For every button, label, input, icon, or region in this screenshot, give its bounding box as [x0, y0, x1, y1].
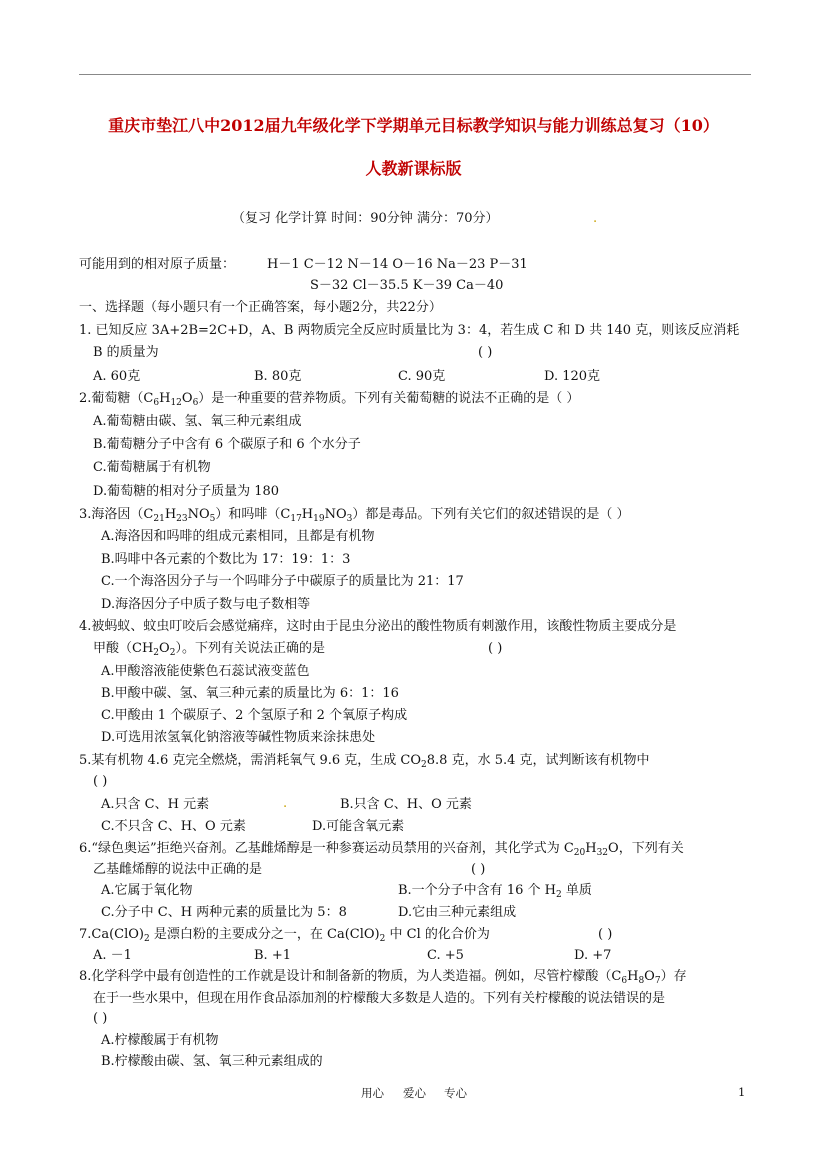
header-rule	[79, 74, 751, 75]
q5-option-c: C.不只含 C、H、O 元素	[101, 819, 246, 834]
q2-option-c: C.葡萄糖属于有机物	[93, 460, 211, 475]
q2-option-a: A.葡萄糖由碳、氢、氧三种元素组成	[93, 414, 302, 429]
q1-option-a: A. 60克	[93, 369, 141, 384]
q4-option-c: C.甲酸由 1 个碳原子、2 个氢原子和 2 个氧原子构成	[101, 708, 408, 723]
footer-text-3: 专心	[444, 1086, 467, 1100]
q7-option-c: C. +5	[427, 948, 464, 963]
q6-option-a: A.它属于氧化物	[101, 883, 193, 898]
q7-option-d: D. +7	[574, 948, 612, 963]
q8-option-b: B.柠檬酸由碳、氢、氧三种元素组成的	[101, 1054, 323, 1069]
page-number: 1	[738, 1085, 746, 1099]
q6-option-b: B.一个分子中含有 16 个 $H_2$ 单质	[398, 883, 592, 900]
q4-answer-paren: ( )	[488, 641, 503, 656]
exam-info: （复习 化学计算 时间：90分钟 满分：70分）	[232, 211, 499, 226]
q6-stem: 6.“绿色奥运”拒绝兴奋剂。乙基雌烯醇是一种参赛运动员禁用的兴奋剂，其化学式为 $C_{20}H_{32}O$，下列有关	[79, 841, 684, 858]
q3-stem: 3.海洛因$(C_{21}H_{23}NO_5)$和吗啡$(C_{17}H_{19}NO_3)$都是毒品。下列有关它们的叙述错误的是（ ）	[79, 507, 630, 524]
q4-stem: 4.被蚂蚁、蚊虫叮咬后会感觉痛痒，这时由于昆虫分泌出的酸性物质有刺激作用，该酸性物质主要成分是	[79, 619, 677, 634]
q3-option-b: B.吗啡中各元素的个数比为 17：19：1：3	[101, 552, 351, 567]
footer-text-1: 用心	[361, 1086, 384, 1100]
q6-option-c: C.分子中 C、H 两种元素的质量比为 5：8	[101, 905, 347, 920]
q6-stem-cont: 乙基雌烯醇的说法中正确的是	[93, 862, 263, 877]
q3-option-c: C.一个海洛因分子与一个吗啡分子中碳原子的质量比为 21：17	[101, 574, 464, 589]
q2-option-d: D.葡萄糖的相对分子质量为 180	[93, 484, 280, 499]
q8-stem: 8.化学科学中最有创造性的工作就是设计和制备新的物质，为人类造福。例如，尽管柠檬酸$(C_6H_8O_7)$存	[79, 969, 687, 986]
q2-stem: 2.葡萄糖$(C_6H_{12}O_6)$是一种重要的营养物质。下列有关葡萄糖的说法不正确的是（ ）	[79, 391, 580, 408]
q8-option-a: A.柠檬酸属于有机物	[101, 1033, 219, 1048]
q6-option-d: D.它由三种元素组成	[398, 905, 517, 920]
q3-option-d: D.海洛因分子中质子数与电子数相等	[101, 597, 311, 612]
q1-option-b: B. 80克	[254, 369, 302, 384]
q6-answer-paren: ( )	[471, 862, 486, 877]
q8-stem-cont: 在于一些水果中，但现在用作食品添加剂的柠檬酸大多数是人造的。下列有关柠檬酸的说法错误的是	[93, 991, 666, 1006]
q1-answer-paren: ( )	[478, 345, 493, 360]
q8-answer-paren: ( )	[93, 1011, 108, 1026]
q4-option-a: A.甲酸溶液能使紫色石蕊试液变蓝色	[101, 664, 310, 679]
q3-option-a: A.海洛因和吗啡的组成元素相同，且都是有机物	[101, 529, 375, 544]
q7-option-a: A. －1	[93, 948, 132, 963]
atomic-mass-label: 可能用到的相对原子质量：	[79, 257, 236, 272]
q7-answer-paren: ( )	[598, 927, 613, 942]
atomic-mass-row2: S－32 Cl－35.5 K－39 Ca－40	[310, 278, 504, 293]
q7-option-b: B. +1	[254, 948, 291, 963]
q4-option-d: D.可选用浓氢氧化钠溶液等碱性物质来涂抹患处	[101, 730, 376, 745]
document-subtitle: 人教新课标版	[365, 159, 462, 178]
q5-stem: 5.某有机物 4.6 克完全燃烧，需消耗氧气 9.6 克，生成 $CO_28.8$ 克，水 5.4 克，试判断该有机物中	[79, 753, 650, 770]
q1-option-c: C. 90克	[398, 369, 446, 384]
stray-dot: .	[283, 796, 288, 811]
q5-option-b: B.只含 C、H、O 元素	[340, 797, 472, 812]
footer-text-2: 爱心	[403, 1086, 426, 1100]
section-heading: 一、选择题（每小题只有一个正确答案，每小题2分，共22分）	[79, 300, 442, 315]
q5-answer-paren: ( )	[93, 774, 108, 789]
stray-dot: .	[593, 211, 598, 226]
q1-option-d: D. 120克	[544, 369, 601, 384]
document-title: 重庆市垫江八中2012届九年级化学下学期单元目标教学知识与能力训练总复习（10）	[108, 116, 719, 135]
q5-option-a: A.只含 C、H 元素	[101, 797, 210, 812]
atomic-mass-row1: H－1 C－12 N－14 O－16 Na－23 P－31	[267, 257, 528, 272]
q5-option-d: D.可能含氧元素	[312, 819, 405, 834]
q2-option-b: B.葡萄糖分子中含有 6 个碳原子和 6 个水分子	[93, 437, 361, 452]
q4-stem-cont: 甲酸$(CH_2O_2)$。下列有关说法正确的是	[93, 641, 325, 658]
q7-stem: $7.Ca(ClO)_2$ 是漂白粉的主要成分之一，在 $Ca(ClO)_2$ 中 Cl 的化合价为	[79, 927, 490, 944]
q4-option-b: B.甲酸中碳、氢、氧三种元素的质量比为 6：1：16	[101, 686, 399, 701]
q1-stem: 1. 已知反应 3A+2B=2C+D，A、B 两物质完全反应时质量比为 3：4，若生成 C 和 D 共 140 克，则该反应消耗	[79, 323, 740, 338]
q1-stem-cont: B 的质量为	[93, 345, 159, 360]
